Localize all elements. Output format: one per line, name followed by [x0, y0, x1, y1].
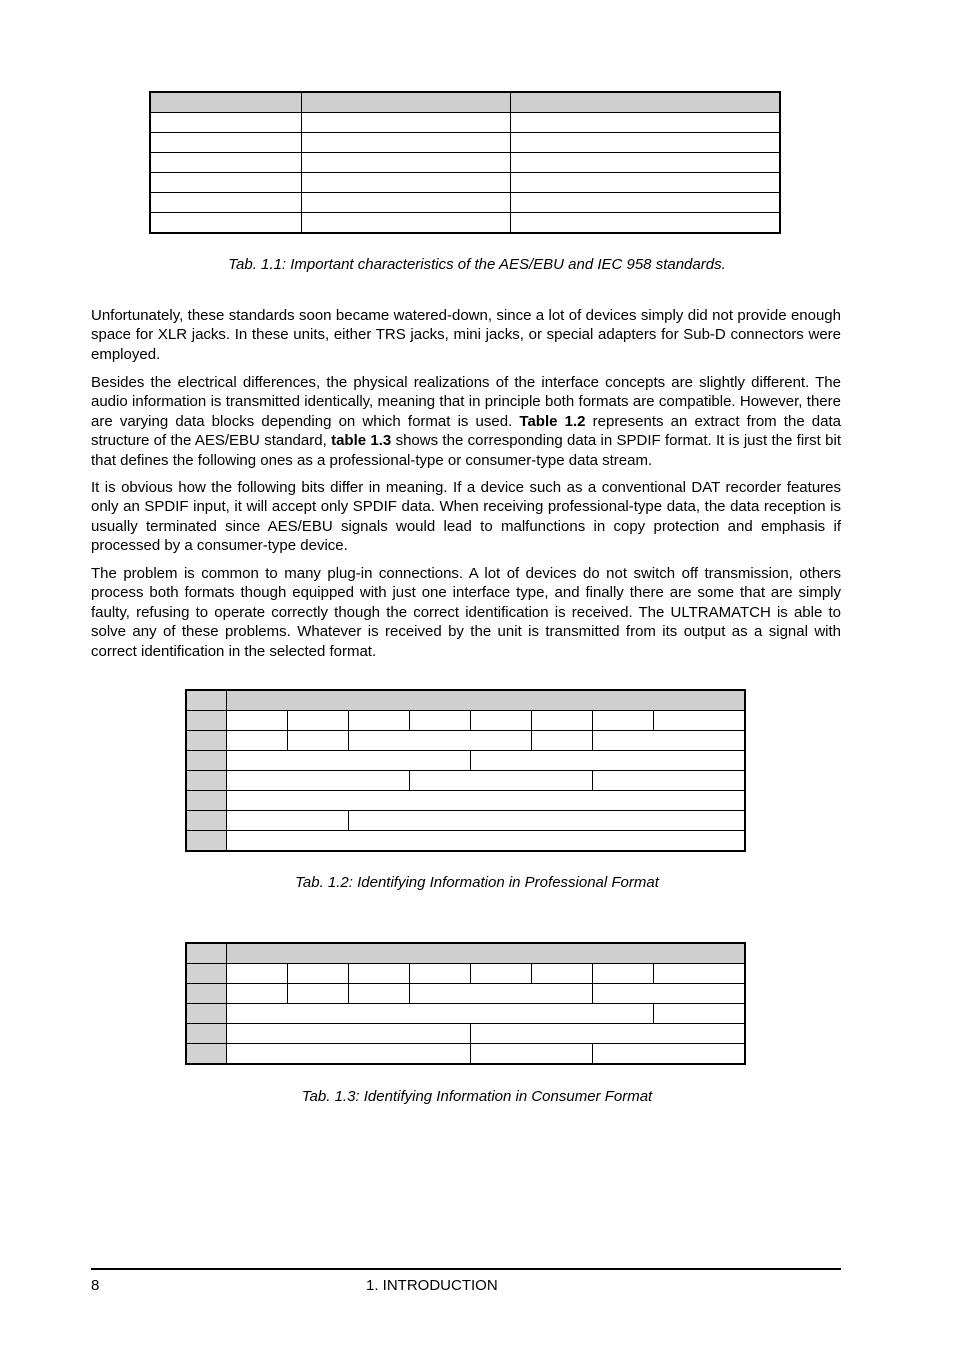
table-row [186, 1024, 745, 1044]
paragraph-text: Besides the electrical differences, the physical realizations of the interface concepts are slightly different. The audio information is transmitted identically, meaning that in principle both formats are compatible. However, there are varying data blocks depending on which format is used. [91, 374, 841, 430]
table-cell [302, 153, 511, 173]
table-cell [511, 92, 781, 113]
table-cell [186, 831, 226, 852]
paragraph: The problem is common to many plug-in connections. A lot of devices do not switch off transmission, others process both formats though equipped with just one interface type, and finally there are some that are simply faulty, refusing to operate correctly though the correct identification is received. The ULTRAMATCH is able to solve any of these problems. Whatever is received by the unit is transmitted from its output as a signal with correct identification in the selected format. [91, 565, 841, 660]
paragraph [91, 373, 841, 470]
table-cell [470, 1024, 745, 1044]
table-1-1 [149, 91, 781, 234]
table-cell [531, 964, 592, 984]
table-cell [186, 690, 226, 711]
table-cell [226, 711, 287, 731]
table-cell [511, 213, 781, 234]
table-cell [226, 811, 348, 831]
table-cell [653, 964, 745, 984]
table-row [150, 113, 780, 133]
table-cell [592, 1044, 745, 1065]
table-cell [226, 731, 287, 751]
table-cell [186, 1044, 226, 1065]
table-cell [150, 153, 302, 173]
table-cell [226, 751, 470, 771]
table-cell [150, 133, 302, 153]
table-cell [226, 943, 745, 964]
table-row [186, 984, 745, 1004]
table-cell [150, 92, 302, 113]
table-cell [302, 193, 511, 213]
table-cell [348, 711, 409, 731]
table-cell [511, 113, 781, 133]
table-cell [186, 751, 226, 771]
table-cell [150, 113, 302, 133]
table-cell [287, 964, 348, 984]
table-cell [409, 984, 592, 1004]
table-row [150, 213, 780, 234]
table-cell [226, 984, 287, 1004]
table-cell [302, 173, 511, 193]
table-cell [287, 711, 348, 731]
table-row [186, 831, 745, 852]
table-caption-1-3: Tab. 1.3: Identifying Information in Consumer Format [301, 1088, 653, 1105]
table-cell [186, 943, 226, 964]
table-cell [302, 213, 511, 234]
table-cell [287, 984, 348, 1004]
table-cell [186, 984, 226, 1004]
table-reference: Table 1.2 [519, 412, 586, 430]
table-cell [511, 153, 781, 173]
table-cell [186, 811, 226, 831]
table-cell [592, 711, 653, 731]
table-1-3 [185, 942, 746, 1065]
table-cell [150, 213, 302, 234]
page-number: 8 [91, 1277, 100, 1294]
table-row [150, 133, 780, 153]
table-header-row [186, 690, 745, 711]
paragraph-text: shows the corresponding data in SPDIF format. It is just the first bit that defines the following ones as a professional-type or consumer-type data stream. [91, 432, 841, 469]
table-cell [226, 1004, 653, 1024]
paragraph: Unfortunately, these standards soon became watered-down, since a lot of devices simply did not provide enough space for XLR jacks. In these units, either TRS jacks, mini jacks, or special adapters for Sub-D connectors were employed. [91, 307, 841, 363]
table-cell [531, 711, 592, 731]
table-cell [348, 964, 409, 984]
table-caption-1-1: Tab. 1.1: Important characteristics of the AES/EBU and IEC 958 standards. [228, 256, 726, 273]
table-row [150, 173, 780, 193]
table-row [186, 791, 745, 811]
table-cell [226, 831, 745, 852]
table-row [186, 731, 745, 751]
table-cell [348, 984, 409, 1004]
chapter-title: 1. INTRODUCTION [366, 1277, 498, 1294]
table-cell [186, 771, 226, 791]
table-cell [302, 113, 511, 133]
table-cell [186, 1024, 226, 1044]
table-cell [226, 690, 745, 711]
table-row [186, 751, 745, 771]
table-cell [226, 1044, 470, 1065]
table-cell [186, 791, 226, 811]
table-cell [470, 751, 745, 771]
table-cell [348, 731, 531, 751]
table-cell [409, 711, 470, 731]
paragraph: It is obvious how the following bits differ in meaning. If a device such as a conventional DAT recorder features only an SPDIF input, it will accept only SPDIF data. When receiving professional-type data, the data reception is usually terminated since AES/EBU signals would lead to malfunctions in copy protection and emphasis if processed by a consumer-type device. [91, 479, 841, 555]
table-cell [186, 1004, 226, 1024]
table-cell [653, 711, 745, 731]
table-cell [150, 173, 302, 193]
table-cell [511, 133, 781, 153]
table-row [186, 964, 745, 984]
table-row [186, 771, 745, 791]
table-cell [226, 791, 745, 811]
table-row [150, 153, 780, 173]
table-cell [470, 964, 531, 984]
table-cell [302, 92, 511, 113]
table-header-row [186, 943, 745, 964]
table-reference: table 1.3 [331, 432, 392, 450]
footer-divider [91, 1268, 841, 1270]
table-cell [592, 984, 745, 1004]
table-cell [592, 731, 745, 751]
table-cell [470, 711, 531, 731]
table-cell [409, 771, 592, 791]
table-cell [186, 711, 226, 731]
table-row [186, 811, 745, 831]
paragraph-text: represents an extract from the data structure of the AES/EBU standard, [91, 412, 842, 450]
table-cell [186, 731, 226, 751]
table-cell [302, 133, 511, 153]
table-cell [150, 193, 302, 213]
table-cell [226, 964, 287, 984]
table-row [186, 711, 745, 731]
table-cell [511, 193, 781, 213]
table-cell [653, 1004, 745, 1024]
table-header-row [150, 92, 780, 113]
table-cell [409, 964, 470, 984]
table-cell [226, 1024, 470, 1044]
table-cell [186, 964, 226, 984]
table-row [150, 193, 780, 213]
table-cell [287, 731, 348, 751]
table-cell [348, 811, 745, 831]
table-cell [511, 173, 781, 193]
table-row [186, 1044, 745, 1065]
table-row [186, 1004, 745, 1024]
table-cell [531, 731, 592, 751]
table-1-2 [185, 689, 746, 852]
table-cell [226, 771, 409, 791]
table-cell [592, 771, 745, 791]
table-caption-1-2: Tab. 1.2: Identifying Information in Professional Format [295, 874, 659, 891]
table-cell [592, 964, 653, 984]
table-cell [470, 1044, 592, 1065]
